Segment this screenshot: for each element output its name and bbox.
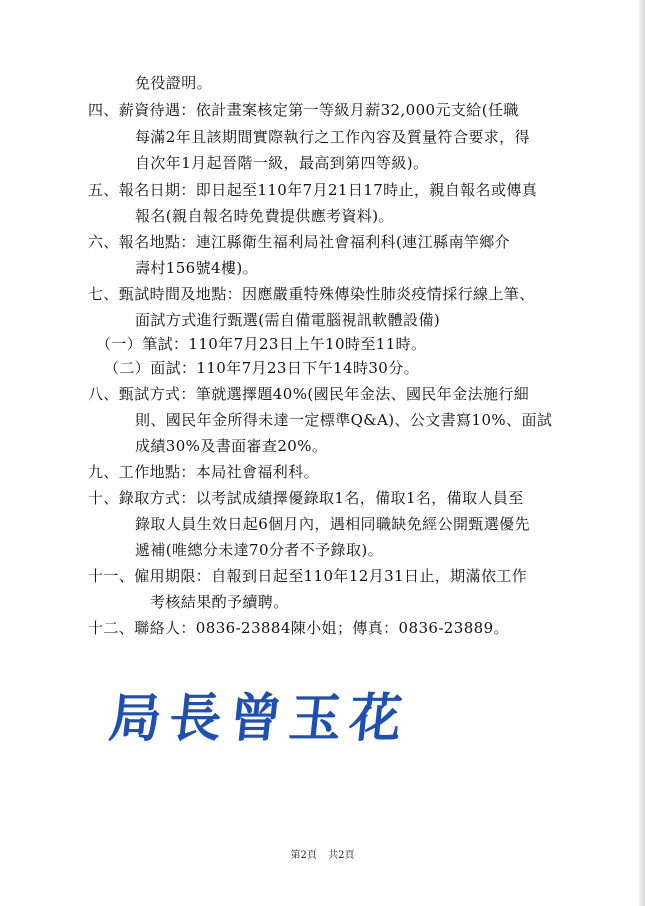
text-line: 十、錄取方式：以考試成績擇優錄取1名，備取1名，備取人員至 — [88, 489, 524, 507]
signature-stamp: 局長曾玉花 — [106, 687, 413, 749]
page-edge-shadow — [639, 0, 645, 906]
text-line: 自次年1月起晉階一級，最高到第四等級)。 — [135, 154, 429, 172]
text-line: 錄取人員生效日起6個月內，遇相同職缺免經公開甄選優先 — [135, 515, 530, 533]
text-line: 免役證明。 — [135, 74, 213, 92]
text-line: 五、報名日期：即日起至110年7月21日17時止，親自報名或傳真 — [88, 181, 538, 199]
text-line: 成績30%及書面審查20%。 — [135, 437, 328, 455]
text-line: 考核結果酌予續聘。 — [150, 593, 289, 611]
text-line: 九、工作地點：本局社會福利科。 — [88, 463, 320, 481]
text-line: （二）面試：110年7月23日下午14時30分。 — [104, 359, 420, 377]
text-line: 十一、僱用期限：自報到日起至110年12月31日止，期滿依工作 — [88, 567, 528, 585]
page-number: 第2頁 — [290, 850, 317, 861]
text-line: （一）筆試：110年7月23日上午10時至11時。 — [96, 335, 427, 353]
page-total: 共2頁 — [328, 850, 355, 861]
text-line: 壽村156號4樓)。 — [135, 259, 259, 277]
text-line: 四、薪資待遇：依計畫案核定第一等級月薪32,000元支給(任職 — [88, 101, 519, 119]
text-line: 十二、聯絡人：0836-23884陳小姐；傳真：0836-23889。 — [88, 619, 509, 637]
text-line: 六、報名地點：連江縣衛生福利局社會福利科(連江縣南竿鄉介 — [88, 233, 511, 251]
text-line: 七、甄試時間及地點：因應嚴重特殊傳染性肺炎疫情採行線上筆、 — [88, 285, 535, 303]
text-line: 報名(親自報名時免費提供應考資料)。 — [135, 207, 394, 225]
page-footer — [0, 846, 645, 861]
text-line: 則、國民年金所得未達一定標準Q&A)、公文書寫10%、面試 — [135, 411, 553, 429]
text-line: 八、甄試方式：筆就選擇題40%(國民年金法、國民年金法施行細 — [88, 385, 530, 403]
text-line: 遞補(唯總分未達70分者不予錄取)。 — [135, 541, 383, 559]
text-line: 每滿2年且該期間實際執行之工作內容及質量符合要求，得 — [135, 128, 530, 146]
text-line: 面試方式進行甄選(需自備電腦視訊軟體設備) — [135, 311, 441, 329]
